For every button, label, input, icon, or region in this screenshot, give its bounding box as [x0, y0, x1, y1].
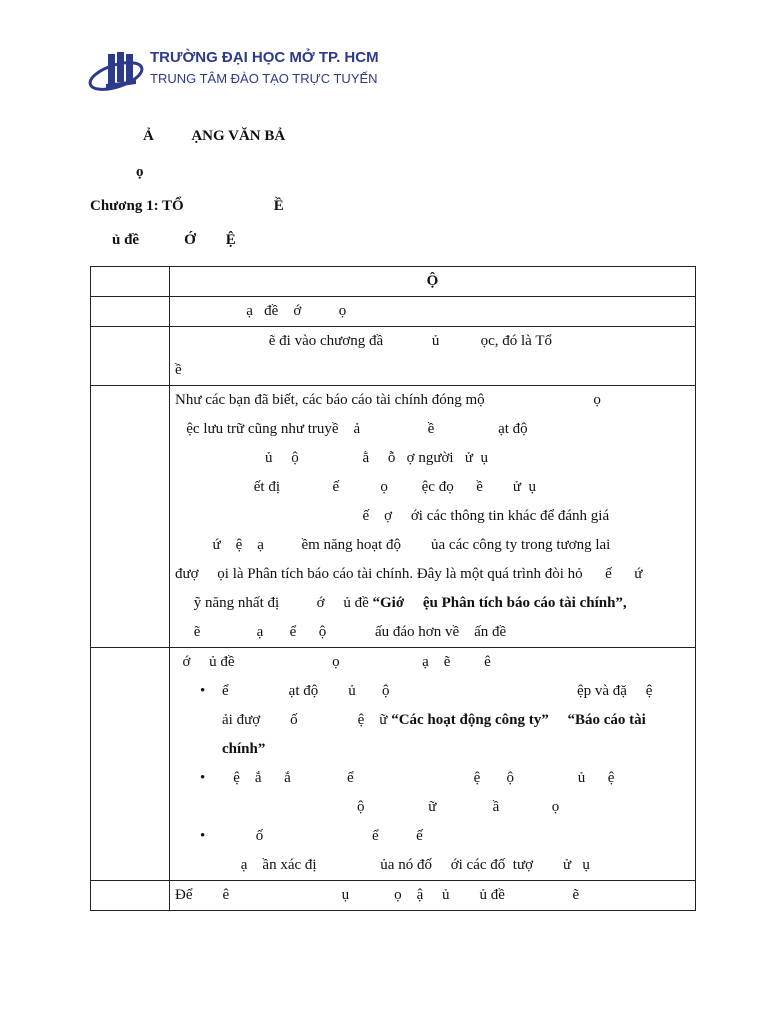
table-text-line: ế ợ ới các thông tin khác để đánh giá: [175, 508, 610, 524]
table-cell-left: [91, 648, 170, 881]
logo-line-1: TRƯỜNG ĐẠI HỌC MỞ TP. HCM: [150, 49, 379, 66]
chapter-heading: Chương 1: TỔ Ề: [90, 198, 284, 214]
bullet-marker: •: [200, 828, 206, 844]
table-row: [91, 327, 696, 386]
table-text-line: đượ ọi là Phân tích báo cáo tài chính. Đây là một quá trình đòi hỏ ế ứ: [175, 566, 643, 582]
table-cell-right: [170, 327, 696, 386]
table-cell-right: [170, 267, 696, 297]
bullet-marker: •: [200, 770, 206, 786]
logo-line-2: TRUNG TÂM ĐÀO TẠO TRỰC TUYẾN: [150, 71, 378, 86]
document-subtitle: ọ: [136, 164, 144, 180]
bullet-text: ố ể ế: [222, 828, 423, 844]
bullet-continuation: ạ ần xác đị ủa nó đố ới các đố tượ ử ụ: [222, 857, 590, 873]
table-cell-right: [170, 386, 696, 648]
table-text-line: ứ ệ ạ ềm năng hoạt độ ủa các công ty trong tương lai: [175, 537, 611, 553]
table-cell-left: [91, 881, 170, 911]
table-cell-right: [170, 881, 696, 911]
table-cell-left: [91, 267, 170, 297]
table-row: [91, 386, 696, 648]
table-row: [91, 297, 696, 327]
table-cell-right: [170, 297, 696, 327]
bullet-marker: •: [200, 683, 206, 699]
bold-quote-text: chính”: [222, 741, 266, 757]
table-text-line: ề: [175, 362, 182, 378]
table-row: [91, 881, 696, 911]
content-table: [90, 266, 696, 911]
table-row: [91, 267, 696, 297]
bullet-continuation: ộ ữ ầ ọ: [222, 799, 560, 815]
table-text-line: ủ ộ ằ ỗ ợ người ử ụ: [175, 450, 488, 466]
table-text-segment: ỹ năng nhất đị ớ ủ đề: [175, 595, 373, 611]
bold-quote-text: “Các hoạt động công ty”: [391, 712, 549, 728]
table-text-line: [170, 589, 695, 618]
table-text-line: Để ê ụ ọ ậ ủ ủ đề ẽ: [175, 887, 580, 903]
table-header-text: Ộ: [426, 273, 439, 289]
section-heading: ủ đề Ớ Ệ: [112, 232, 236, 248]
table-text-line: ớ ủ đề ọ ạ ẽ ê: [175, 654, 491, 670]
table-text-line: ạ đề ớ ọ: [175, 303, 347, 319]
table-cell-left: [91, 386, 170, 648]
bullet-text: ải đượ ố ệ ữ: [222, 712, 392, 728]
table-cell-right: [170, 648, 696, 881]
bullet-item: [170, 764, 695, 793]
table-cell-left: [91, 327, 170, 386]
table-text-line: ẽ đi vào chương đầ ủ ọc, đó là Tổ: [175, 333, 552, 349]
university-logo: [88, 46, 379, 96]
table-text-line: Như các bạn đã biết, các báo cáo tài chính đóng mộ ọ: [175, 392, 601, 408]
bold-title-text: “Giớ ệu Phân tích báo cáo tài chính”,: [372, 595, 627, 611]
bullet-item: [170, 822, 695, 851]
bullet-continuation: [170, 706, 695, 735]
table-row: [91, 648, 696, 881]
table-text-line: ẽ ạ ể ộ ấu đáo hơn về ấn đề: [175, 624, 507, 640]
bullet-item: [170, 677, 695, 706]
table-text-line: ết đị ế ọ ệc đọ ề ử ụ: [175, 479, 537, 495]
document-title: Ả ẠNG VĂN BẢ: [143, 128, 286, 144]
table-text-line: ệc lưu trữ cũng như truyề ả ề ạt độ: [175, 421, 528, 437]
bold-quote-text: “Báo cáo tài: [548, 712, 646, 728]
bullet-text: ệ ắ ắ ể ệ ộ ủ ệ: [222, 770, 615, 786]
book-globe-icon: [88, 46, 150, 96]
table-cell-left: [91, 297, 170, 327]
bullet-text: ể ạt độ ủ ộ ệp và đặ ệ: [222, 683, 653, 699]
bullet-continuation: [170, 735, 695, 764]
